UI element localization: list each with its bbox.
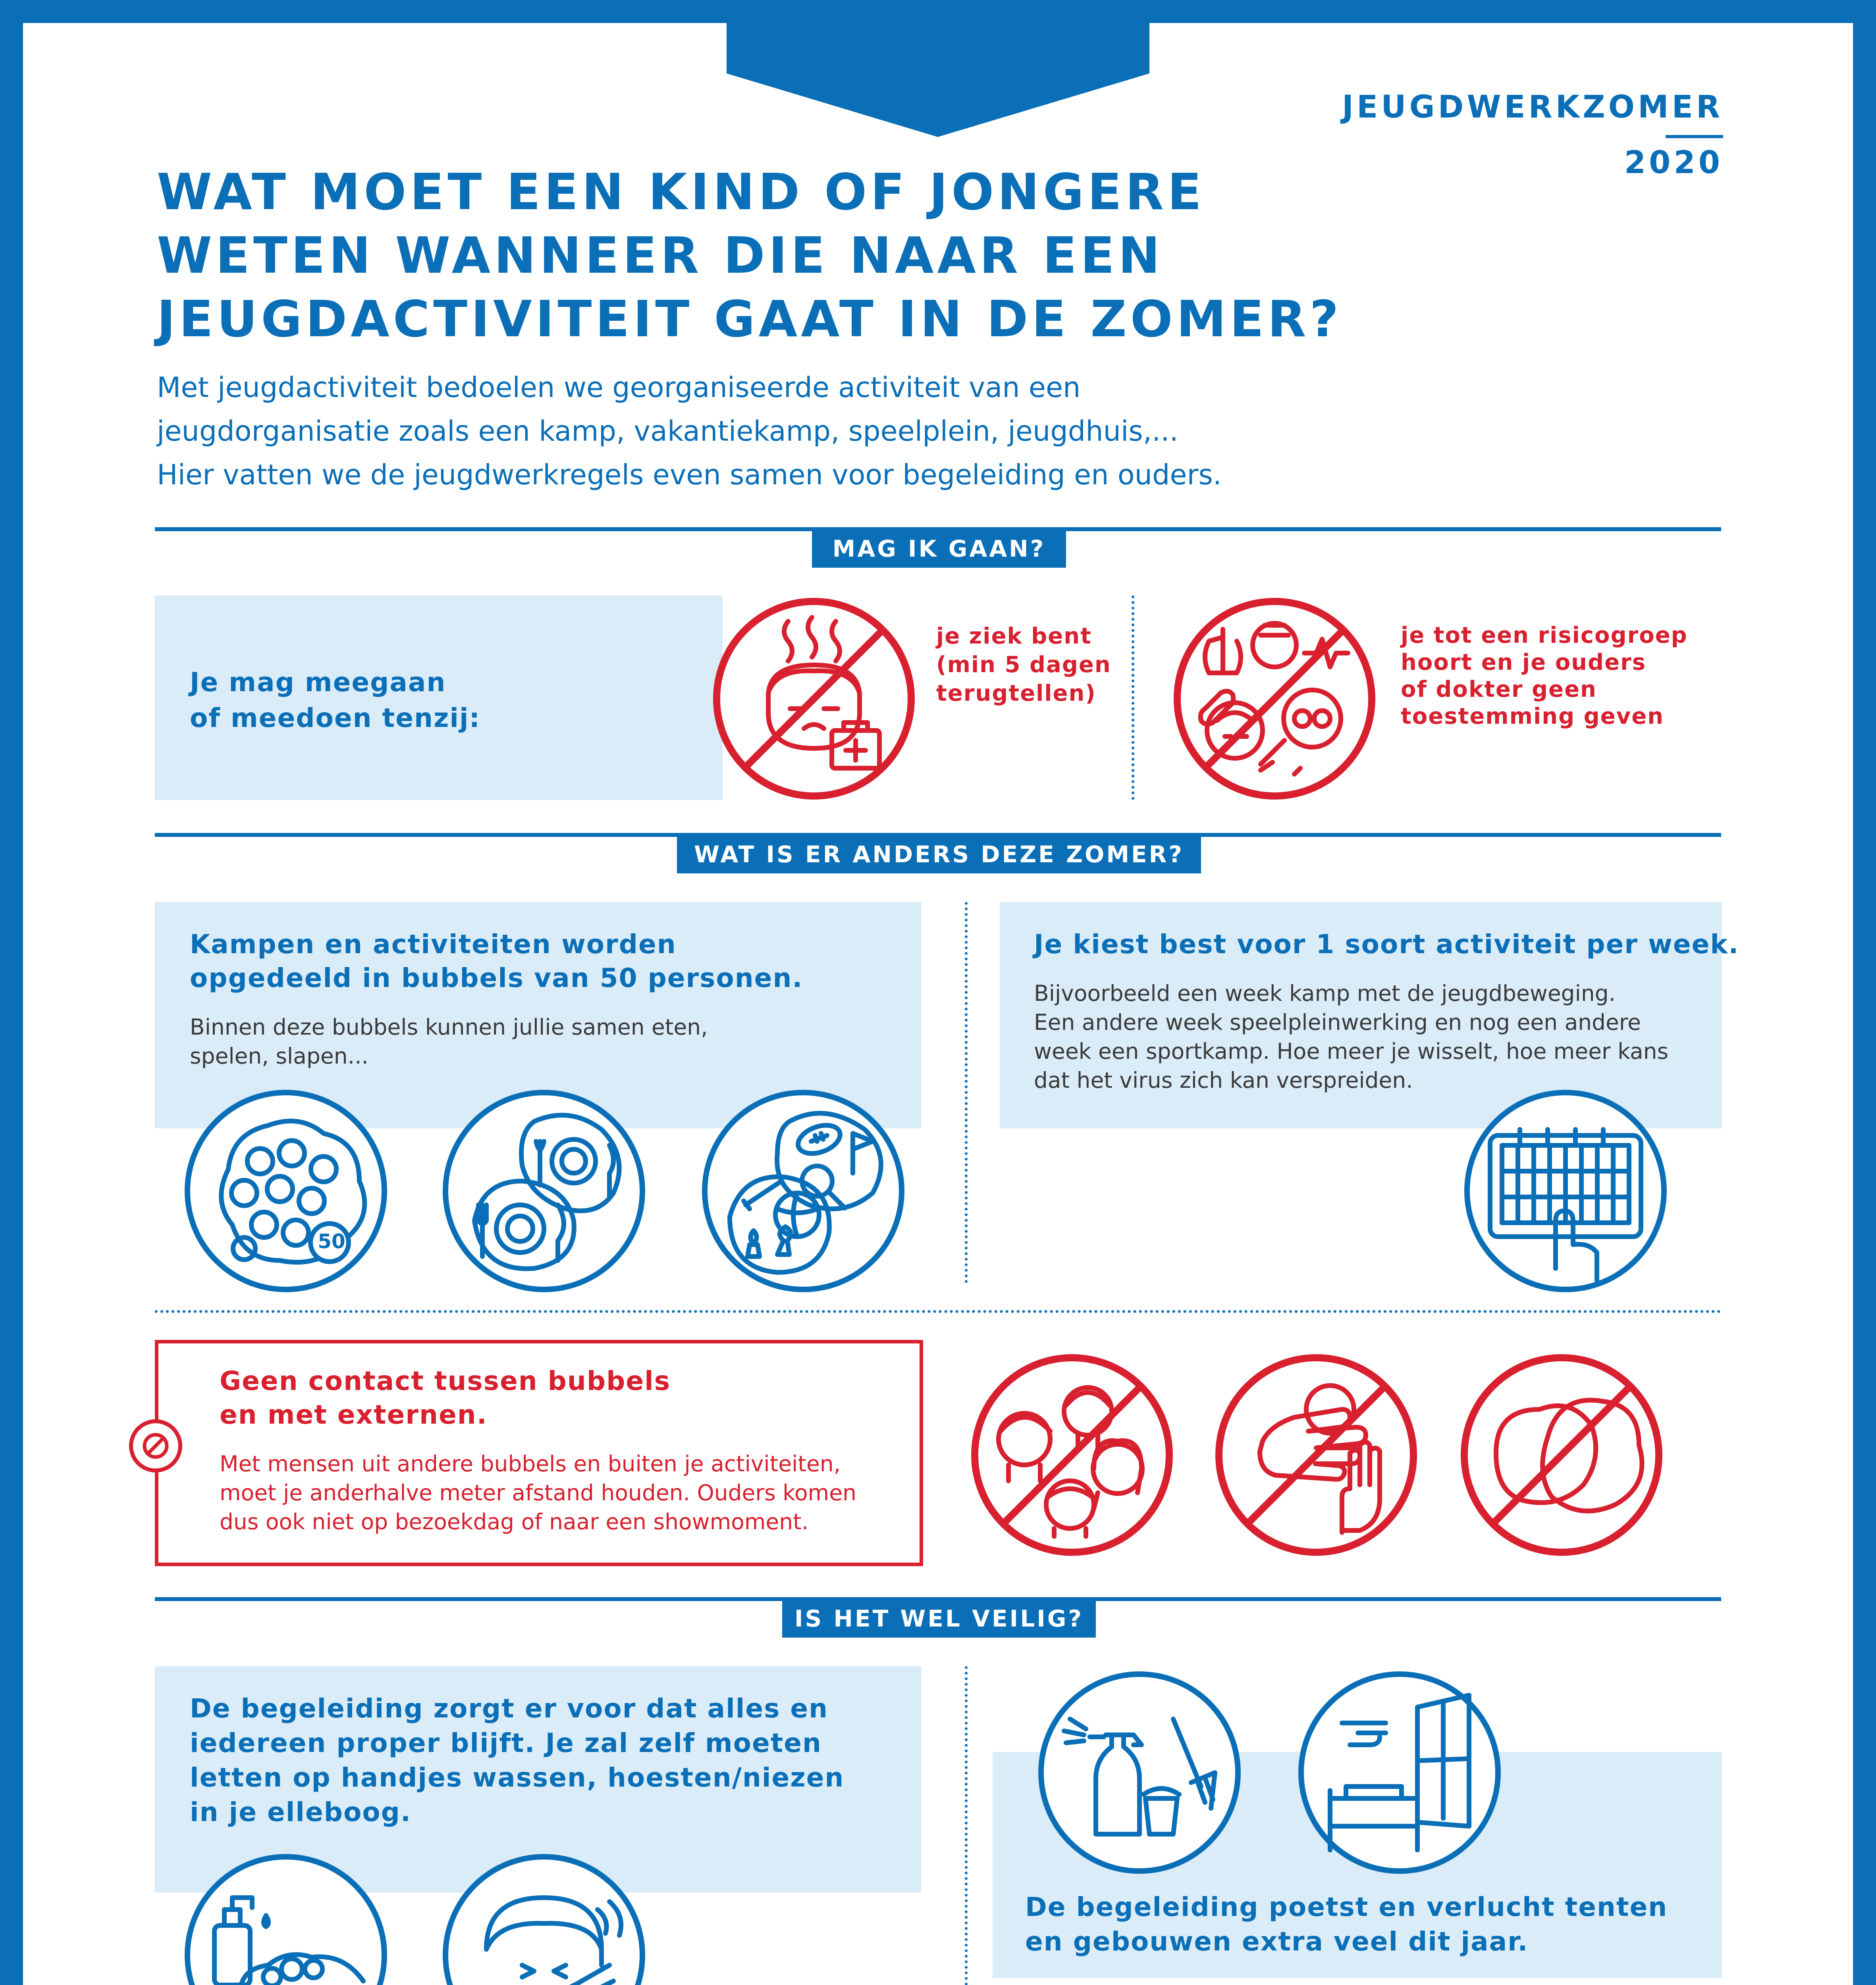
- week-text-line1: Bijvoorbeeld een week kamp met de jeugdbeweging.: [1034, 981, 1616, 1006]
- week-text-line4: dat het virus zich kan verspreiden.: [1034, 1068, 1413, 1093]
- bubble-text-line2: spelen, slapen...: [190, 1043, 369, 1069]
- page-title-line1: WAT MOET EEN KIND OF JONGERE: [157, 163, 1205, 221]
- playing-icon: [698, 1086, 908, 1296]
- section-label-veilig: IS HET WEL VEILIG?: [782, 1600, 1096, 1638]
- clean-line1: De begeleiding poetst en verlucht tenten: [1025, 1892, 1668, 1922]
- intro-line2: jeugdorganisatie zoals een kamp, vakantiekamp, speelplein, jeugdhuis,...: [157, 415, 1178, 447]
- anders-row-separator: [155, 1310, 1721, 1313]
- intro-line3: Hier vatten we de jeugdwerkregels even samen voor begeleiding en ouders.: [157, 459, 1222, 491]
- week-title: Je kiest best voor 1 soort activiteit per week.: [1034, 929, 1739, 960]
- contact-text-line3: dus ook niet op bezoekdag of naar een showmoment.: [220, 1509, 809, 1534]
- page-title-line3: JEUGDACTIVITEIT GAAT IN DE ZOMER?: [157, 290, 1342, 348]
- handwashing-icon: [181, 1850, 391, 1985]
- sick-text-line3: terugtellen): [936, 680, 1096, 706]
- contact-title-line2: en met externen.: [220, 1399, 488, 1430]
- stop-icon: [128, 1418, 183, 1474]
- anders-separator: [965, 902, 968, 1283]
- ventilate-room-icon: [1294, 1667, 1505, 1878]
- bubble-title-line1: Kampen en activiteiten worden: [190, 929, 677, 960]
- hygiene-line3: letten op handjes wassen, hoesten/niezen: [190, 1762, 844, 1793]
- frame-left: [0, 0, 23, 1985]
- bubble-group-icon: [181, 1086, 391, 1296]
- bubble-title-line2: opgedeeld in bubbels van 50 personen.: [190, 963, 803, 993]
- sick-child-icon: [709, 594, 919, 804]
- week-text-line2: Een andere week speelpleinwerking en nog een andere: [1034, 1010, 1641, 1035]
- contact-title-line1: Geen contact tussen bubbels: [220, 1366, 671, 1396]
- section-label-anders: WAT IS ER ANDERS DEZE ZOMER?: [677, 835, 1201, 873]
- risk-text-line3: of dokter geen: [1401, 676, 1597, 702]
- page-title-line2: WETEN WANNEER DIE NAAR EEN: [157, 226, 1164, 285]
- sick-text-line2: (min 5 dagen: [936, 652, 1111, 678]
- brand-name: JEUGDWERKZOMER: [1342, 89, 1723, 125]
- intro-line1: Met jeugdactiviteit bedoelen we georganiseerde activiteit van een: [157, 371, 1081, 404]
- bubble-count-badge: 50: [318, 1230, 345, 1253]
- risk-text-line4: toestemming geven: [1401, 703, 1664, 729]
- eating-icon: [439, 1086, 649, 1296]
- risk-text-line1: je tot een risicogroep: [1401, 622, 1688, 648]
- calendar-tablet-icon: [1460, 1086, 1671, 1296]
- mag-intro-line2: of meedoen tenzij:: [190, 703, 480, 733]
- mag-panel: [155, 596, 723, 800]
- elbow-sneeze-icon: [439, 1850, 649, 1985]
- brand-divider: [1666, 135, 1723, 138]
- brand-year: 2020: [1624, 145, 1723, 181]
- no-touch-icon: [1211, 1350, 1421, 1560]
- no-bubble-mixing-icon: [1456, 1350, 1667, 1560]
- bubble-text-line1: Binnen deze bubbels kunnen jullie samen eten,: [190, 1014, 708, 1040]
- risk-group-icon: [1169, 594, 1380, 804]
- mag-separator: [1132, 596, 1134, 800]
- no-other-people-icon: [967, 1350, 1177, 1560]
- hygiene-line4: in je elleboog.: [190, 1797, 411, 1827]
- risk-text-line2: hoort en je ouders: [1401, 649, 1647, 675]
- week-text-line3: week een sportkamp. Hoe meer je wisselt, hoe meer kans: [1034, 1039, 1669, 1064]
- clean-line2: en gebouwen extra veel dit jaar.: [1025, 1926, 1529, 1957]
- hygiene-line1: De begeleiding zorgt er voor dat alles en: [190, 1693, 829, 1724]
- hygiene-line2: iedereen proper blijft. Je zal zelf moeten: [190, 1728, 822, 1758]
- contact-text-line2: moet je anderhalve meter afstand houden. Ouders komen: [220, 1480, 856, 1505]
- frame-right: [1853, 0, 1876, 1985]
- contact-text-line1: Met mensen uit andere bubbels en buiten je activiteiten,: [220, 1451, 841, 1476]
- section-label-mag: MAG IK GAAN?: [812, 530, 1066, 568]
- mag-intro-line1: Je mag meegaan: [190, 667, 446, 698]
- veilig-separator: [965, 1666, 968, 1985]
- sick-text-line1: je ziek bent: [936, 623, 1092, 649]
- cleaning-icon: [1034, 1667, 1245, 1878]
